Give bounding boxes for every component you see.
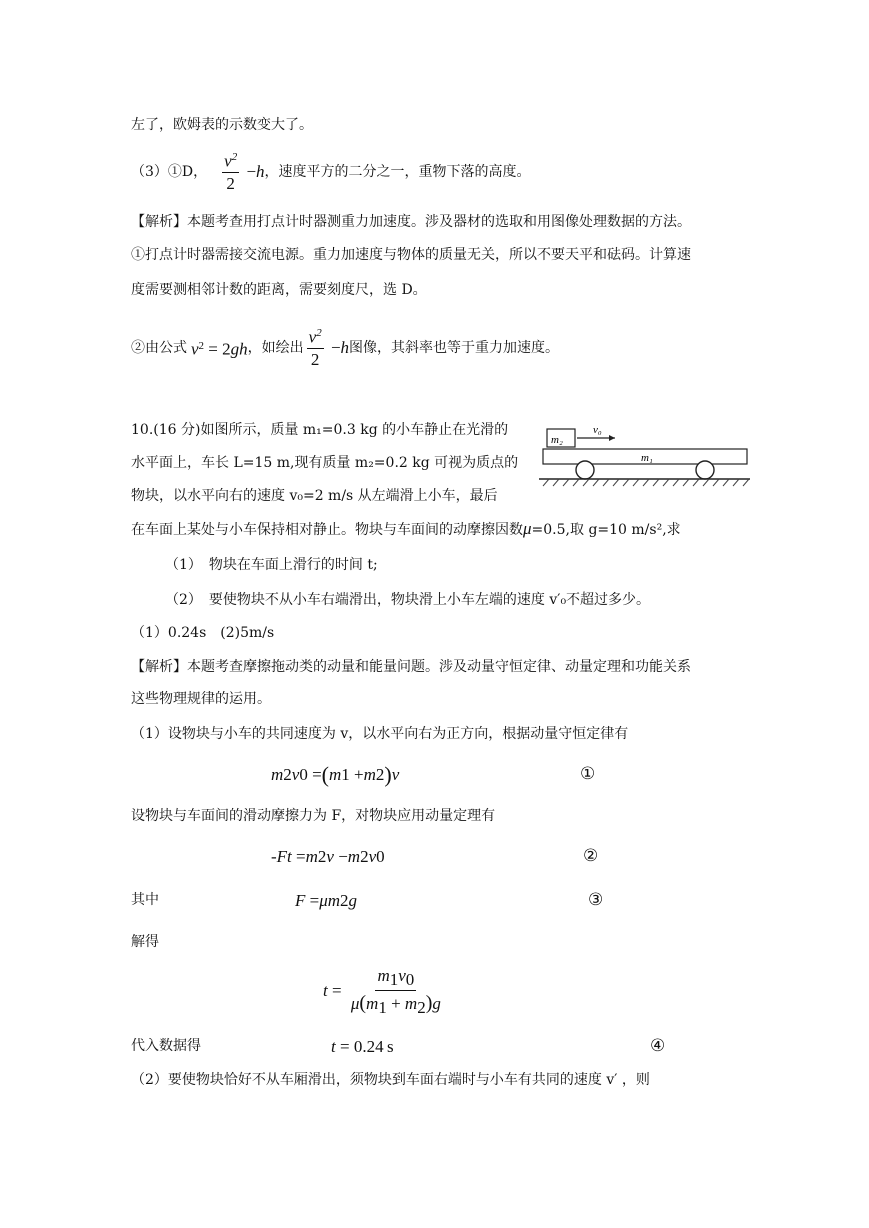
equation-4: t = 0.24 s xyxy=(331,1037,394,1056)
sub-question-1: （1） 物块在车面上滑行的时间 t; xyxy=(165,557,378,573)
cart-label: m₁ xyxy=(641,452,653,464)
answer-3-suffix: ，速度平方的二分之一，重物下落的高度。 xyxy=(264,164,531,180)
formula-v2-2gh: $v^2 = 2gh$ xyxy=(191,339,248,359)
text-fragment: 图像，其斜率也等于重力加速度。 xyxy=(349,340,560,356)
text-line: 代入数据得 xyxy=(131,1038,201,1054)
question-line: 水平面上，车长 L=15 m,现有质量 m₂=0.2 kg 可视为质点的 xyxy=(131,455,519,471)
equation-2: - Ft = m 2 v − m 2 v 0 xyxy=(271,847,385,866)
question-line xyxy=(131,519,681,540)
answer-3 xyxy=(131,151,531,193)
equation-marker-2: ② xyxy=(583,846,599,866)
text-line: （1）设物块与小车的共同速度为 v，以水平向右为正方向，根据动量守恒定律有 xyxy=(131,726,629,742)
wheel-right xyxy=(696,461,714,479)
velocity-label: v₀ xyxy=(593,424,602,436)
cart-block-figure xyxy=(537,419,752,489)
text-line: 【解析】本题考查用打点计时器测重力加速度。涉及器材的选取和用图像处理数据的方法。 xyxy=(131,214,691,230)
text-fragment: ，如绘出 xyxy=(247,340,304,356)
mu-symbol: μ xyxy=(523,519,532,538)
text-line: 解得 xyxy=(131,934,159,950)
text-line: 这些物理规律的运用。 xyxy=(131,691,271,707)
text-fragment: =0.5,取 g=10 m/s²,求 xyxy=(531,522,681,538)
text-line: （2）要使物块恰好不从车厢滑出，须物块到车面右端时与小车有共同的速度 v′ ，则 xyxy=(131,1072,650,1088)
text-fragment: 在车面上某处与小车保持相对静止。物块与车面间的动摩擦因数 xyxy=(131,522,523,538)
equation-marker-4: ④ xyxy=(650,1036,666,1056)
equation-marker-1: ① xyxy=(580,764,596,784)
text-line: 左了，欧姆表的示数变大了。 xyxy=(131,117,313,133)
answer-line: （1）0.24s (2)5m/s xyxy=(131,625,275,641)
text-line: 设物块与车面间的滑动摩擦力为 F，对物块应用动量定理有 xyxy=(131,808,496,824)
ground-hatching xyxy=(543,479,749,486)
text-line: 其中 xyxy=(131,892,159,908)
equation-marker-3: ③ xyxy=(588,890,604,910)
wheel-left xyxy=(576,461,594,479)
question-line: 10.(16 分)如图所示，质量 m₁=0.3 kg 的小车静止在光滑的 xyxy=(131,422,509,438)
block-label: m₂ xyxy=(551,434,563,446)
text-line: ①打点计时器需接交流电源。重力加速度与物体的质量无关，所以不要天平和砝码。计算速 xyxy=(131,247,691,263)
equation-1: m 2 v 0 = ( m 1 + m 2 ) v xyxy=(271,762,400,787)
sub-question-2: （2） 要使物块不从小车右端滑出，物块滑上小车左端的速度 v′₀不超过多少。 xyxy=(165,592,651,608)
formula-v2-over-2-minus-h: $\frac{v^2}{2}$ − h xyxy=(308,327,350,369)
text-fragment: ②由公式 xyxy=(131,340,187,356)
text-line: 【解析】本题考查摩擦拖动类的动量和能量问题。涉及动量守恒定律、动量定理和功能关系 xyxy=(131,659,691,675)
formula-v2-over-2-minus-h: $\frac{v^2}{2}$ − h xyxy=(224,151,265,193)
equation-t-fraction: t = $\frac{m_1v_0}{\mu(m_1 + m_2)g}$ xyxy=(323,965,441,1017)
answer-3-prefix: （3）①D， xyxy=(131,164,208,180)
question-line: 物块，以水平向右的速度 v₀=2 m/s 从左端滑上小车，最后 xyxy=(131,488,498,504)
arrow-head xyxy=(609,435,615,441)
text-line: 度需要测相邻计数的距离，需要刻度尺，选 D。 xyxy=(131,282,427,298)
formula-line xyxy=(131,328,559,368)
equation-3: F = μm 2 g xyxy=(295,891,358,910)
